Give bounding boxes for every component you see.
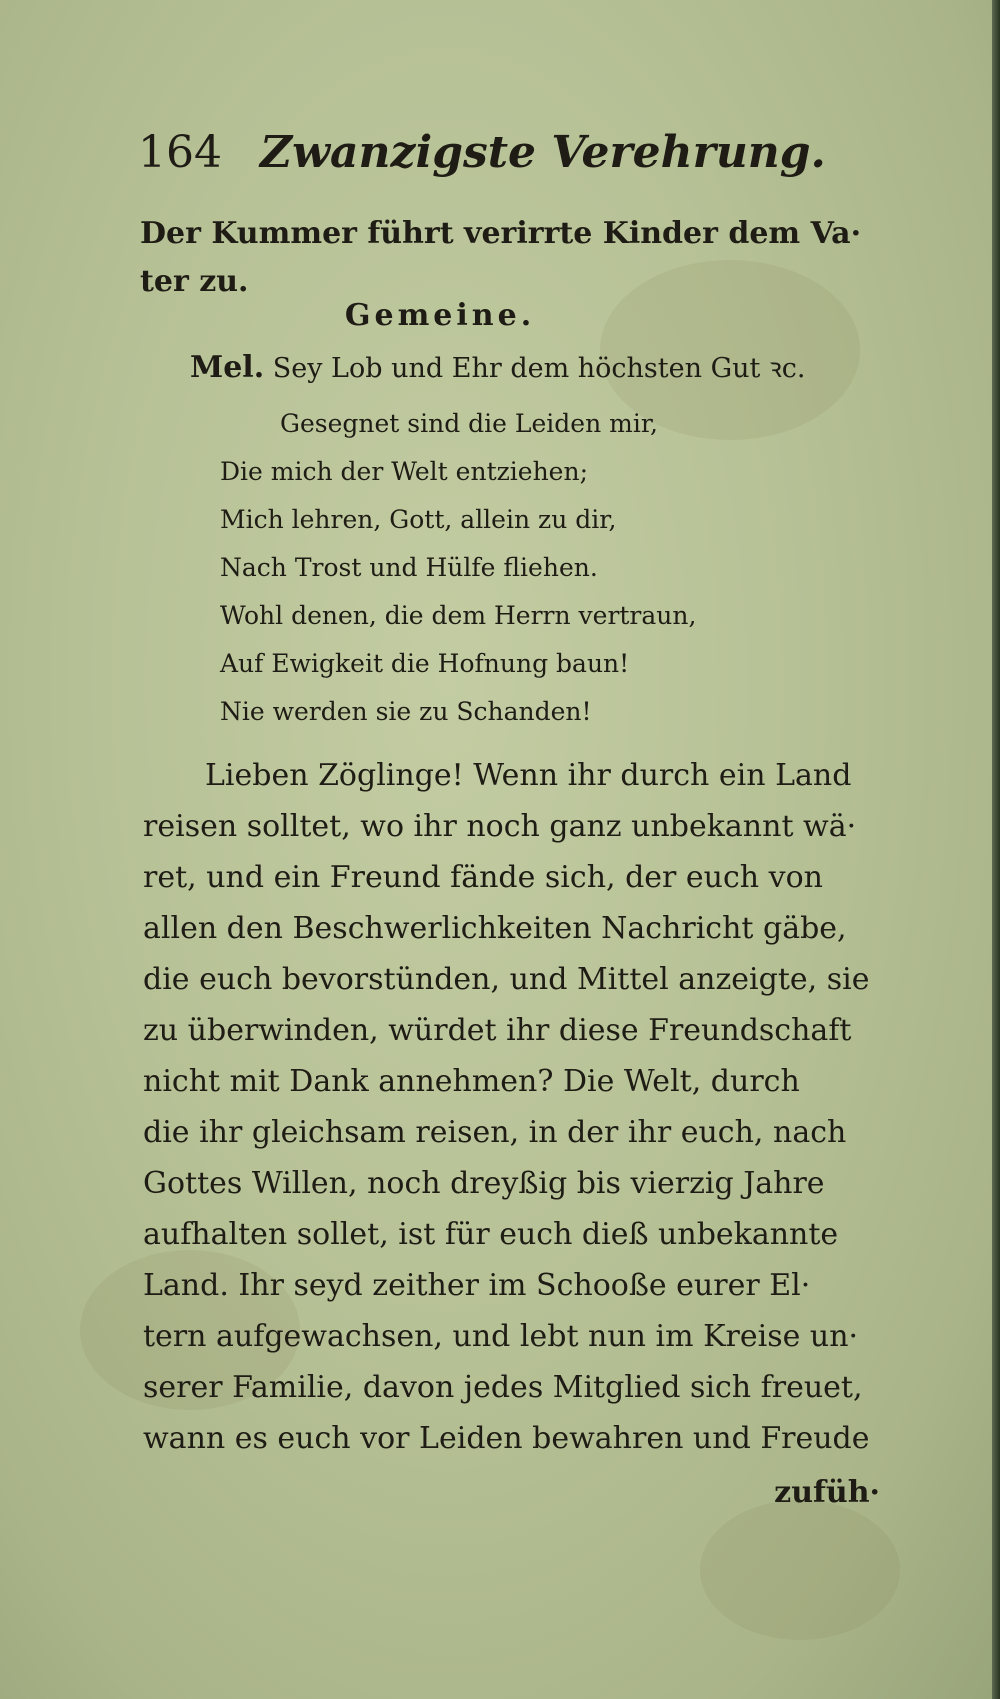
verse-line: Gesegnet sind die Leiden mir, — [280, 409, 658, 438]
body-line: zu überwinden, würdet ihr diese Freundschaft — [143, 1013, 852, 1048]
running-title: Zwanzigste Verehrung. — [260, 127, 826, 178]
melody-text: Sey Lob und Ehr dem höchsten Gut ꝛc. — [272, 353, 806, 384]
binding-edge — [992, 0, 1000, 1699]
body-line: tern aufgewachsen, und lebt nun im Kreise un· — [143, 1319, 859, 1354]
body-line: Land. Ihr seyd zeither im Schooße eurer El· — [143, 1268, 811, 1303]
body-line: Gottes Willen, noch dreyßig bis vierzig Jahre — [143, 1166, 825, 1201]
melody-label: Mel. — [190, 350, 265, 385]
melody-indication — [190, 346, 890, 391]
section-heading: Gemeine. — [344, 298, 536, 333]
body-line: die euch bevorstünden, und Mittel anzeigte, sie — [143, 962, 870, 997]
verse-line: Wohl denen, die dem Herrn vertraun, — [220, 601, 697, 630]
body-line: reisen solltet, wo ihr noch ganz unbekannt wä· — [143, 809, 857, 844]
page-number: 164 — [138, 127, 222, 178]
hymn-verse — [220, 400, 840, 736]
body-line: aufhalten sollet, ist für euch dieß unbekannte — [143, 1217, 839, 1252]
body-line: ret, und ein Freund fände sich, der euch von — [143, 860, 823, 895]
body-line: serer Familie, davon jedes Mitglied sich freuet, — [143, 1370, 863, 1405]
body-line: nicht mit Dank annehmen? Die Welt, durch — [143, 1064, 800, 1099]
verse-line: Nach Trost und Hülfe fliehen. — [220, 553, 598, 582]
summary-line: Der Kummer führt verirrte Kinder dem Va· — [140, 216, 862, 251]
verse-line: Die mich der Welt entziehen; — [220, 457, 588, 486]
body-line: allen den Beschwerlichkeiten Nachricht gäbe, — [143, 911, 847, 946]
body-paragraph — [143, 750, 875, 1464]
verse-line: Nie werden sie zu Schanden! — [220, 697, 592, 726]
catchword: zufüh· — [774, 1475, 880, 1510]
body-line: die ihr gleichsam reisen, in der ihr euch, nach — [143, 1115, 847, 1150]
verse-line: Mich lehren, Gott, allein zu dir, — [220, 505, 617, 534]
body-line: wann es euch vor Leiden bewahren und Freude — [143, 1421, 870, 1456]
page-header — [138, 118, 898, 188]
verse-line: Auf Ewigkeit die Hofnung baun! — [220, 649, 630, 678]
summary-line: ter zu. — [140, 264, 249, 299]
body-line: Lieben Zöglinge! Wenn ihr durch ein Land — [205, 758, 852, 793]
foxing-stain — [700, 1500, 900, 1640]
